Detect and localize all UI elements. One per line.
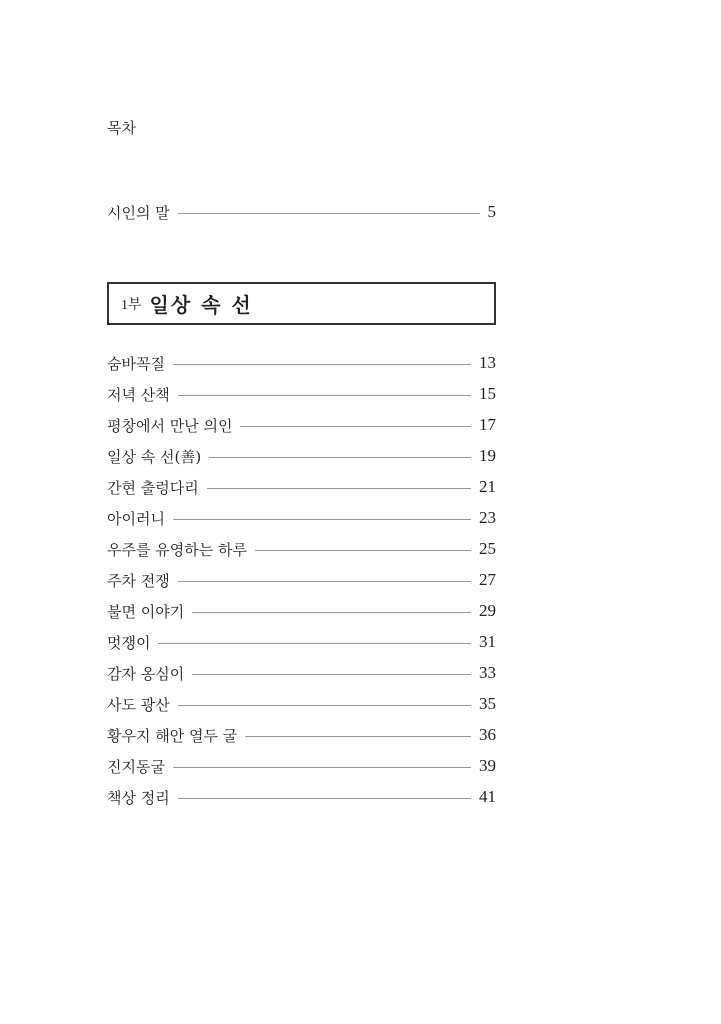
- toc-entry[interactable]: [107, 352, 496, 374]
- toc-entry[interactable]: [107, 693, 496, 715]
- dot-leader: [209, 457, 471, 458]
- toc-entry-page: 31: [479, 632, 496, 651]
- dot-leader: [173, 519, 471, 520]
- toc-entry-label: 사도 광산: [107, 695, 170, 714]
- dot-leader: [178, 395, 471, 396]
- toc-entry-label: 책상 정리: [107, 788, 170, 807]
- toc-entry-page: 21: [479, 477, 496, 496]
- toc-entry-label: 일상 속 선(善): [107, 447, 202, 466]
- toc-entry-label: 불면 이야기: [107, 602, 185, 621]
- toc-entry-label: 우주를 유영하는 하루: [107, 540, 247, 559]
- toc-entry-page: 27: [479, 570, 496, 589]
- toc-entry[interactable]: [107, 414, 496, 436]
- part-number: 1부: [121, 297, 142, 313]
- toc-entry-page: 33: [479, 663, 496, 682]
- toc-entry-label: 평창에서 만난 의인: [107, 416, 233, 435]
- toc-entry[interactable]: [107, 631, 496, 653]
- dot-leader: [255, 550, 471, 551]
- toc-entry[interactable]: [107, 476, 496, 498]
- toc-entry[interactable]: [107, 786, 496, 808]
- toc-entry-page: 13: [479, 353, 496, 372]
- part-heading-box: [107, 282, 496, 325]
- dot-leader: [158, 643, 471, 644]
- toc-entry-page: 41: [479, 787, 496, 806]
- dot-leader: [192, 612, 471, 613]
- toc-entry-page: 25: [479, 539, 496, 558]
- toc-entry[interactable]: [107, 662, 496, 684]
- toc-entry-page: 36: [479, 725, 496, 744]
- dot-leader: [192, 674, 471, 675]
- toc-entry-page: 23: [479, 508, 496, 527]
- toc-entry[interactable]: [107, 600, 496, 622]
- toc-entry-preface[interactable]: [107, 201, 496, 223]
- toc-entry-label: 황우지 해안 열두 굴: [107, 726, 238, 745]
- dot-leader: [245, 736, 471, 737]
- toc-entry-page: 39: [479, 756, 496, 775]
- toc-entry-page: 35: [479, 694, 496, 713]
- dot-leader: [178, 705, 471, 706]
- toc-entry-label: 주차 전쟁: [107, 571, 170, 590]
- toc-entry-page: 19: [479, 446, 496, 465]
- toc-entry-page: 17: [479, 415, 496, 434]
- toc-entry[interactable]: [107, 383, 496, 405]
- toc-entry-page: 5: [487, 202, 496, 221]
- toc-entry[interactable]: [107, 538, 496, 560]
- dot-leader: [178, 798, 471, 799]
- dot-leader: [178, 581, 471, 582]
- part-title: 일상 속 선: [149, 293, 253, 317]
- toc-entry-label: 멋쟁이: [107, 633, 151, 652]
- dot-leader: [173, 767, 471, 768]
- toc-entry-page: 15: [479, 384, 496, 403]
- toc-entry[interactable]: [107, 507, 496, 529]
- toc-entry-label: 간현 출렁다리: [107, 478, 199, 497]
- dot-leader: [207, 488, 471, 489]
- toc-title: 목차: [107, 119, 136, 137]
- toc-entry[interactable]: [107, 755, 496, 777]
- dot-leader: [178, 213, 480, 214]
- toc-entry-label: 숨바꼭질: [107, 354, 165, 373]
- toc-entry-label: 저녁 산책: [107, 385, 170, 404]
- toc-entry[interactable]: [107, 569, 496, 591]
- toc-entry-label: 진지동굴: [107, 757, 165, 776]
- dot-leader: [173, 364, 471, 365]
- toc-entry[interactable]: [107, 445, 496, 467]
- toc-entry-label: 시인의 말: [107, 203, 170, 222]
- toc-entry-label: 감자 옹심이: [107, 664, 185, 683]
- toc-entry[interactable]: [107, 724, 496, 746]
- toc-entry-label: 아이러니: [107, 509, 165, 528]
- toc-entry-page: 29: [479, 601, 496, 620]
- dot-leader: [240, 426, 471, 427]
